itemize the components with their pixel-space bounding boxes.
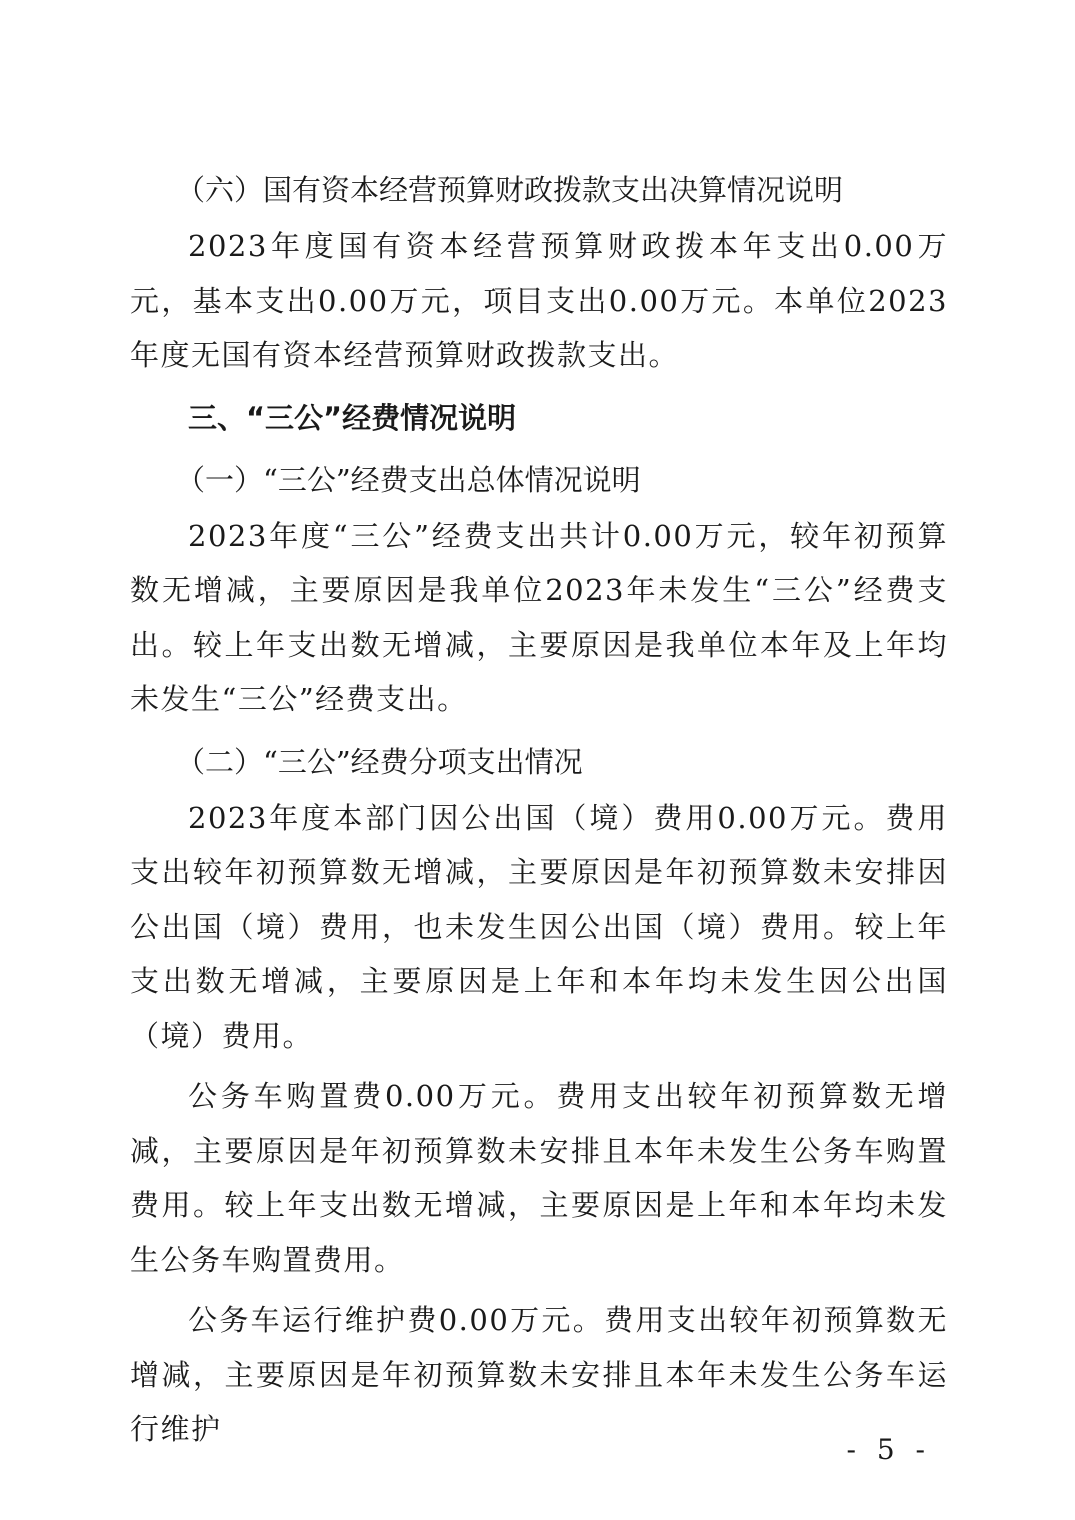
paragraph-vehicle-maintenance: 公务车运行维护费0.00万元。费用支出较年初预算数无增减，主要原因是年初预算数未安排且本年未发生公务车运行维护: [130, 1303, 948, 1446]
heading-itemized-expenses: （二）“三公”经费分项支出情况: [176, 744, 583, 779]
heading-three-public-expenses: 三、“三公”经费情况说明: [188, 400, 517, 435]
heading-section-6: （六）国有资本经营预算财政拨款支出决算情况说明: [176, 173, 844, 207]
paragraph-overseas-travel: 2023年度本部门因公出国（境）费用0.00万元。费用支出较年初预算数无增减，主要原因是年初预算数未安排因公出国（境）费用，也未发生因公出国（境）费用。较上年支出数无增减，主要原因是上年和本年均未发生因公出国（境）费用。: [130, 800, 948, 1053]
heading-overall-expenses: （一）“三公”经费支出总体情况说明: [176, 462, 641, 497]
paragraph-vehicle-purchase: 公务车购置费0.00万元。费用支出较年初预算数无增减，主要原因是年初预算数未安排且本年未发生公务车购置费用。较上年支出数无增减，主要原因是上年和本年均未发生公务车购置费用。: [130, 1079, 948, 1277]
page-number: - 5 -: [846, 1433, 931, 1466]
paragraph-overall-expenses: 2023年度“三公”经费支出共计0.00万元，较年初预算数无增减，主要原因是我单位2023年未发生“三公”经费支出。较上年支出数无增减，主要原因是我单位本年及上年均未发生“三公”经费支出。: [130, 518, 948, 716]
page-content: [130, 163, 948, 1457]
paragraph-state-capital-budget: 2023年度国有资本经营预算财政拨本年支出0.00万元，基本支出0.00万元，项目支出0.00万元。本单位2023年度无国有资本经营预算财政拨款支出。: [130, 229, 948, 372]
